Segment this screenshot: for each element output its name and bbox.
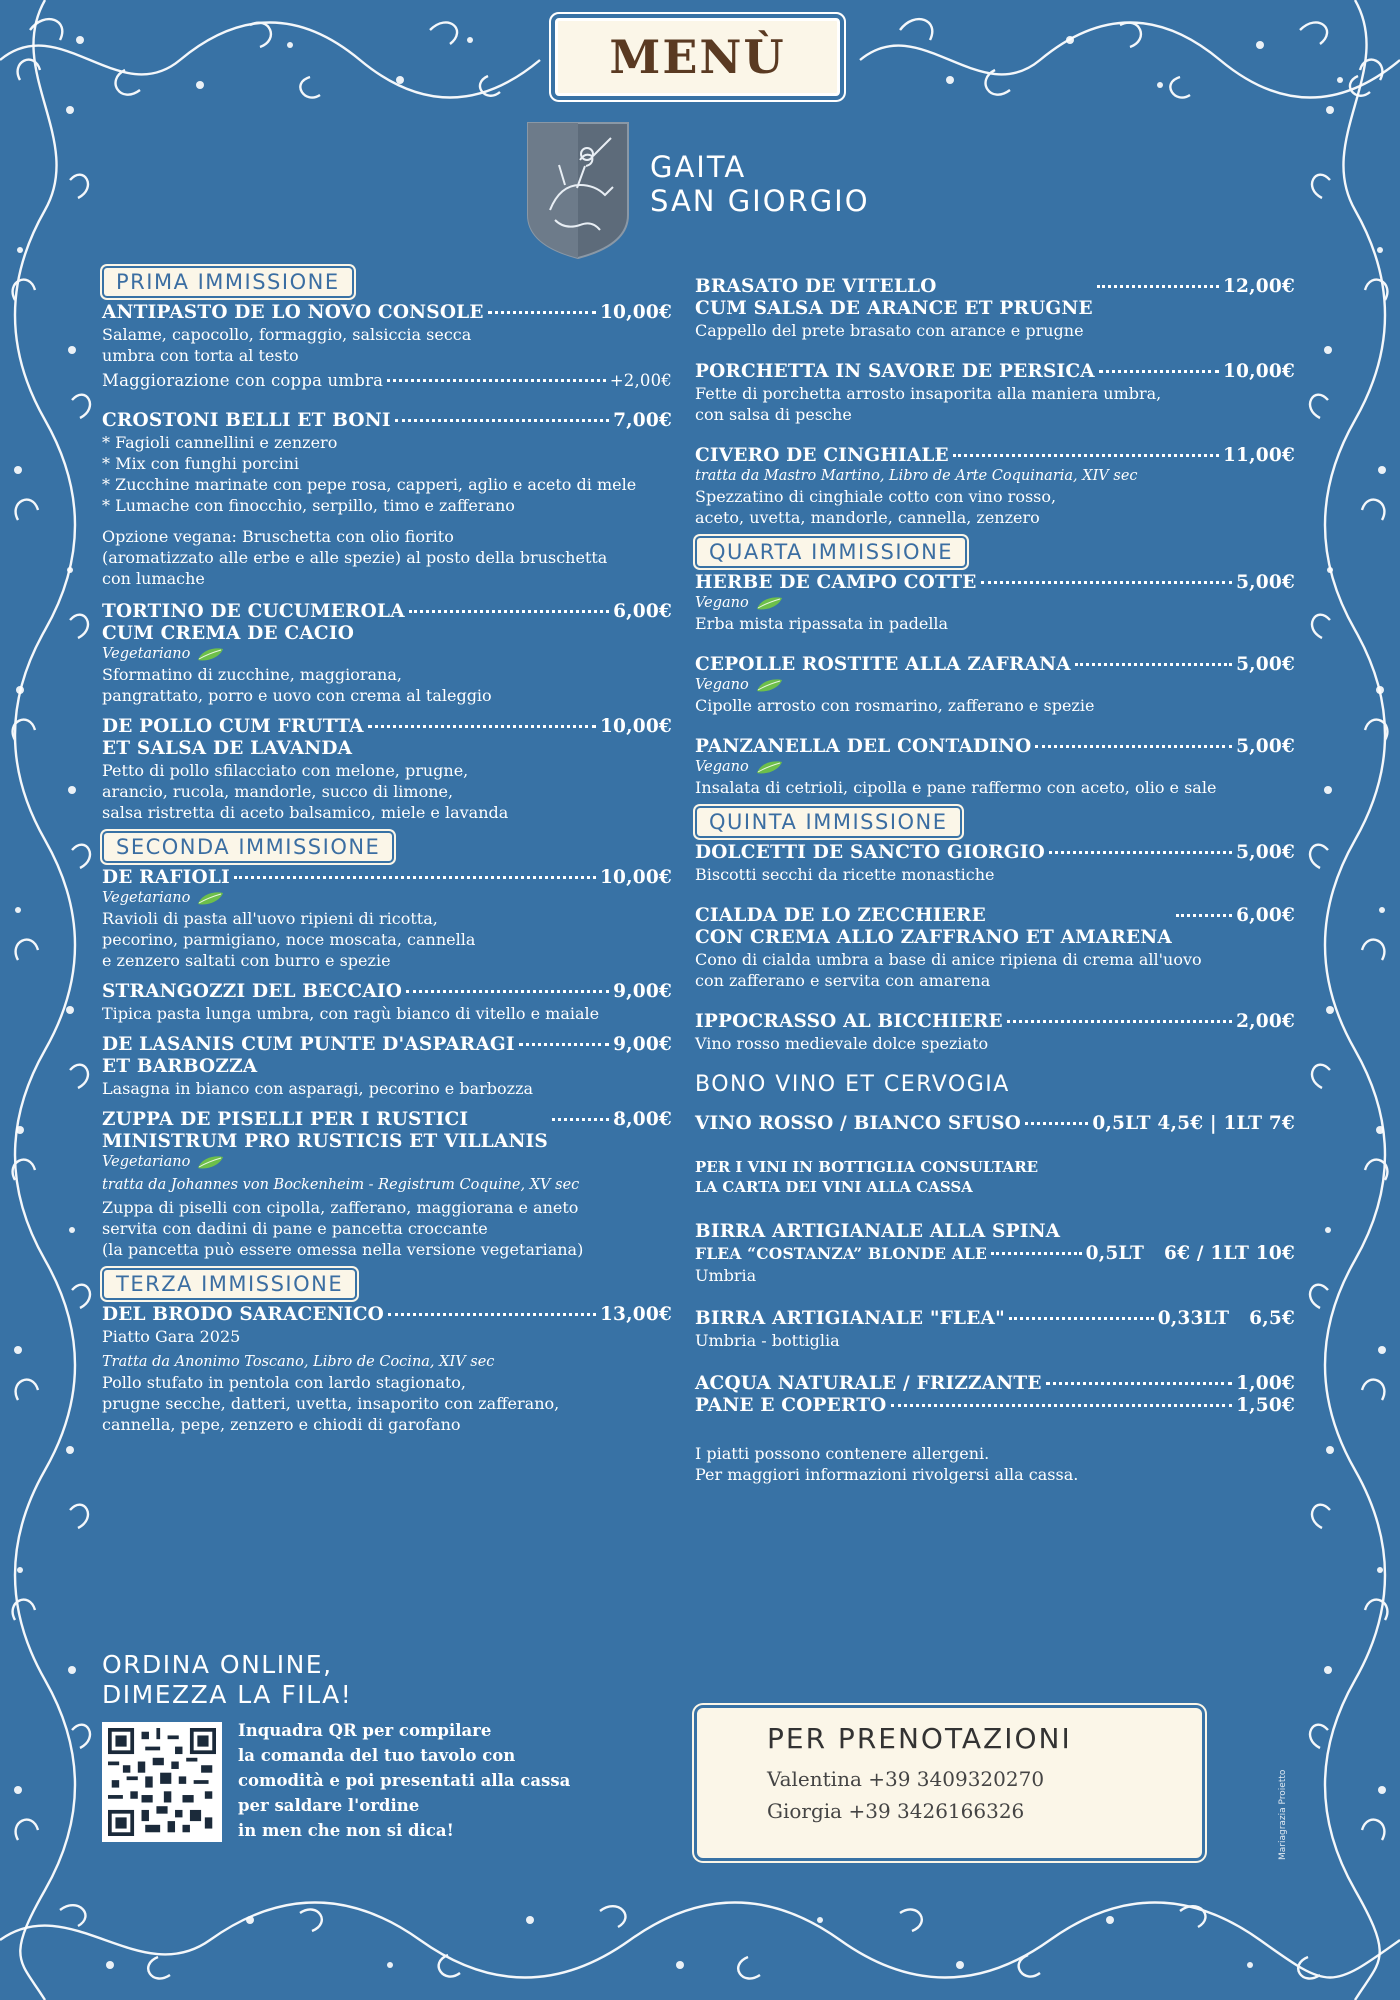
dot-leader xyxy=(1035,745,1232,748)
drink-item xyxy=(695,1221,1295,1286)
brand-name xyxy=(650,150,870,218)
menu-item xyxy=(695,736,1295,798)
item-title: ZUPPA DE PISELLI PER I RUSTICI MINISTRUM PRO RUSTICIS ET VILLANIS xyxy=(102,1109,548,1152)
item-price: 0,5LT 4,5€ | 1LT 7€ xyxy=(1092,1113,1295,1134)
dot-leader xyxy=(395,419,609,422)
leaf-icon xyxy=(196,891,224,906)
item-price: 6,00€ xyxy=(1236,905,1295,926)
item-title: CROSTONI BELLI ET BONI xyxy=(102,410,391,431)
dot-leader xyxy=(953,454,1219,457)
item-price: +2,00€ xyxy=(609,371,672,390)
dot-leader xyxy=(387,379,606,382)
item-title: CIALDA DE LO ZECCHIERE CON CREMA ALLO ZAFFRANO ET AMARENA xyxy=(695,905,1172,948)
menu-item xyxy=(102,1304,672,1435)
item-description: Biscotti secchi da ricette monastiche xyxy=(695,865,995,884)
item-description: Piatto Gara 2025 xyxy=(102,1327,241,1346)
item-title: PANZANELLA DEL CONTADINO xyxy=(695,736,1032,757)
menu-title: MENÙ xyxy=(609,30,786,84)
item-title: PORCHETTA IN SAVORE DE PERSICA xyxy=(695,361,1095,382)
item-price: 10,00€ xyxy=(599,302,672,323)
item-title: DEL BRODO SARACENICO xyxy=(102,1304,384,1325)
drink-group-title: BIRRA ARTIGIANALE ALLA SPINA xyxy=(695,1221,1061,1242)
item-title: BIRRA ARTIGIANALE "FLEA" xyxy=(695,1308,1005,1329)
dot-leader xyxy=(1007,1020,1232,1023)
diet-label: Vegetariano xyxy=(102,646,191,662)
designer-credit: Mariagrazia Proietto xyxy=(1278,1769,1288,1860)
item-price: 6,00€ xyxy=(613,601,672,622)
item-description: Fette di porchetta arrosto insaporita alla maniera umbra, con salsa di pesche xyxy=(695,384,1162,424)
booking-box xyxy=(697,1708,1202,1858)
item-title: STRANGOZZI DEL BECCAIO xyxy=(102,981,403,1002)
diet-label: Vegano xyxy=(695,595,749,611)
item-description: Salame, capocollo, formaggio, salsiccia secca umbra con torta al testo xyxy=(102,325,472,365)
brand-line-1: GAITA xyxy=(650,150,747,184)
booking-contact-giorgia: Giorgia +39 3426166326 xyxy=(767,1799,1025,1823)
dot-leader xyxy=(368,725,596,728)
dot-leader xyxy=(1025,1122,1088,1125)
dot-leader xyxy=(991,1252,1082,1255)
brand-line-2: SAN GIORGIO xyxy=(650,184,870,218)
section-label-prima: PRIMA IMMISSIONE xyxy=(104,268,352,296)
section-label-quarta: QUARTA IMMISSIONE xyxy=(697,538,965,566)
item-title: ACQUA NATURALE / FRIZZANTE xyxy=(695,1373,1042,1394)
dot-leader xyxy=(488,311,596,314)
item-title: DE POLLO CUM FRUTTA ET SALSA DE LAVANDA xyxy=(102,716,364,759)
item-price: 5,00€ xyxy=(1236,736,1295,757)
item-price: 10,00€ xyxy=(599,867,672,888)
item-price: 11,00€ xyxy=(1222,445,1295,466)
menu-item-extra xyxy=(102,370,672,392)
item-description: Zuppa di piselli con cipolla, zafferano, maggiorana e aneto servita con dadini di pane e pancetta croccante (la pancetta può essere omessa nella versione vegetariana) xyxy=(102,1198,584,1259)
item-description: Spezzatino di cinghiale cotto con vino rosso, aceto, uvetta, mandorle, cannella, zenzero xyxy=(695,487,1057,527)
bottle-wine-note: PER I VINI IN BOTTIGLIA CONSULTARE LA CARTA DEI VINI ALLA CASSA xyxy=(695,1158,1039,1196)
order-online-instructions: Inquadra QR per compilare la comanda del tuo tavolo con comodità e poi presentati alla cassa per saldare l'ordine in men che non si dica! xyxy=(238,1721,571,1840)
menu-item xyxy=(102,1034,672,1099)
item-title: FLEA “COSTANZA” BLONDE ALE xyxy=(695,1244,988,1263)
item-price: 12,00€ xyxy=(1222,276,1295,297)
item-description: * Fagioli cannellini e zenzero * Mix con funghi porcini * Zucchine marinate con pepe rosa, capperi, aglio e aceto di mele * Lumache con finocchio, serpillo, timo e zafferano xyxy=(102,433,637,515)
dot-leader xyxy=(1046,1382,1232,1385)
menu-item xyxy=(102,1109,672,1260)
drinks-heading: BONO VINO ET CERVOGIA xyxy=(695,1072,1010,1097)
qr-code-icon[interactable] xyxy=(102,1722,222,1842)
item-price: 9,00€ xyxy=(613,981,672,1002)
item-price: 5,00€ xyxy=(1236,842,1295,863)
menu-item xyxy=(695,654,1295,716)
diet-label: Vegano xyxy=(695,677,749,693)
leaf-icon xyxy=(755,760,783,775)
item-description: Erba mista ripassata in padella xyxy=(695,614,949,633)
dot-leader xyxy=(1176,914,1232,917)
item-title: DE LASANIS CUM PUNTE D'ASPARAGI ET BARBOZZA xyxy=(102,1034,515,1077)
recipe-source: tratta da Johannes von Bockenheim - Registrum Coquine, XV sec xyxy=(102,1177,580,1193)
diet-tag xyxy=(695,758,1295,777)
item-title: VINO ROSSO / BIANCO SFUSO xyxy=(695,1113,1021,1134)
item-title: TORTINO DE CUCUMEROLA CUM CREMA DE CACIO xyxy=(102,601,405,644)
dot-leader xyxy=(1009,1317,1154,1320)
diet-tag xyxy=(695,594,1295,613)
item-title: ANTIPASTO DE LO NOVO CONSOLE xyxy=(102,302,484,323)
item-title: Maggiorazione con coppa umbra xyxy=(102,371,384,390)
item-description: Cappello del prete brasato con arance e prugne xyxy=(695,321,1084,340)
diet-label: Vegetariano xyxy=(102,890,191,906)
diet-tag xyxy=(102,1153,672,1172)
item-price: 0,33LT 6,5€ xyxy=(1157,1308,1295,1329)
item-title: IPPOCRASSO AL BICCHIERE xyxy=(695,1011,1003,1032)
order-online-title: ORDINA ONLINE, DIMEZZA LA FILA! xyxy=(102,1650,353,1709)
item-title: CIVERO DE CINGHIALE xyxy=(695,445,949,466)
section-label-seconda: SECONDA IMMISSIONE xyxy=(104,833,392,861)
item-description: Vino rosso medievale dolce speziato xyxy=(695,1034,989,1053)
item-price: 9,00€ xyxy=(613,1034,672,1055)
dot-leader xyxy=(981,581,1233,584)
item-price: 5,00€ xyxy=(1236,572,1295,593)
diet-tag xyxy=(102,889,672,908)
menu-item xyxy=(695,842,1295,885)
drink-item xyxy=(695,1113,1295,1135)
ornament-left xyxy=(0,0,95,2000)
dot-leader xyxy=(409,610,609,613)
item-description: Petto di pollo sfilacciato con melone, prugne, arancio, rucola, mandorle, succo di limone, salsa ristretta di aceto balsamico, miele e lavanda xyxy=(102,761,509,822)
item-price: 8,00€ xyxy=(613,1109,672,1130)
leaf-icon xyxy=(196,1155,224,1170)
item-title: HERBE DE CAMPO COTTE xyxy=(695,572,977,593)
menu-item xyxy=(695,572,1295,634)
dot-leader xyxy=(1049,851,1232,854)
item-title: CEPOLLE ROSTITE ALLA ZAFRANA xyxy=(695,654,1071,675)
item-price: 10,00€ xyxy=(599,716,672,737)
menu-item xyxy=(695,361,1295,425)
item-description: Umbria xyxy=(695,1266,757,1285)
diet-tag xyxy=(102,645,672,664)
item-price: 10,00€ xyxy=(1222,361,1295,382)
leaf-icon xyxy=(755,678,783,693)
diet-label: Vegetariano xyxy=(102,1154,191,1170)
dot-leader xyxy=(891,1404,1233,1407)
item-description: Cipolle arrosto con rosmarino, zafferano e spezie xyxy=(695,696,1095,715)
menu-item xyxy=(102,601,672,706)
item-description: Sformatino di zucchine, maggiorana, pangrattato, porro e uovo con crema al taleggio xyxy=(102,665,492,705)
dot-leader xyxy=(519,1043,609,1046)
item-description: Cono di cialda umbra a base di anice ripiena di crema all'uovo con zafferano e servita con amarena xyxy=(695,950,1202,990)
item-price: 13,00€ xyxy=(599,1304,672,1325)
item-title: PANE E COPERTO xyxy=(695,1395,887,1416)
leaf-icon xyxy=(196,647,224,662)
drink-item xyxy=(695,1308,1295,1351)
item-price: 0,5LT 6€ / 1LT 10€ xyxy=(1085,1243,1295,1264)
menu-item xyxy=(695,1011,1295,1054)
ornament-bottom xyxy=(0,1885,1400,2000)
item-description: Ravioli di pasta all'uovo ripieni di ricotta, pecorino, parmigiano, noce moscata, cannella e zenzero saltati con burro e spezie xyxy=(102,909,476,970)
menu-item xyxy=(695,276,1295,341)
item-description: Umbria - bottiglia xyxy=(695,1331,840,1350)
vegan-option-note: Opzione vegana: Bruschetta con olio fiorito (aromatizzato alle erbe e alle spezie) al posto della bruschetta con lumache xyxy=(102,527,608,588)
drink-item xyxy=(695,1373,1295,1417)
san-giorgio-crest-icon xyxy=(525,120,631,260)
right-column xyxy=(695,276,1295,1497)
menu-item xyxy=(102,410,672,516)
allergen-note: I piatti possono contenere allergeni. Per maggiori informazioni rivolgersi alla cassa. xyxy=(695,1444,1079,1484)
menu-item xyxy=(102,981,672,1024)
menu-item xyxy=(102,716,672,823)
menu-title-banner xyxy=(555,18,840,96)
dot-leader xyxy=(1075,663,1232,666)
menu-item xyxy=(102,867,672,971)
item-price: 1,50€ xyxy=(1236,1395,1295,1416)
recipe-source: tratta da Mastro Martino, Libro de Arte Coquinaria, XIV sec xyxy=(695,468,1138,484)
ornament-right xyxy=(1305,0,1400,2000)
item-price: 2,00€ xyxy=(1236,1011,1295,1032)
item-price: 1,00€ xyxy=(1236,1373,1295,1394)
dot-leader xyxy=(1099,370,1219,373)
item-description: Insalata di cetrioli, cipolla e pane raffermo con aceto, olio e sale xyxy=(695,778,1217,797)
item-description: Lasagna in bianco con asparagi, pecorino e barbozza xyxy=(102,1079,534,1098)
item-price: 7,00€ xyxy=(613,410,672,431)
menu-item xyxy=(102,302,672,366)
dot-leader xyxy=(406,990,609,993)
menu-item xyxy=(695,905,1295,991)
dot-leader xyxy=(234,876,596,879)
dot-leader xyxy=(388,1313,596,1316)
dot-leader xyxy=(552,1118,609,1121)
diet-tag xyxy=(695,676,1295,695)
dot-leader xyxy=(1097,285,1219,288)
item-title: DOLCETTI DE SANCTO GIORGIO xyxy=(695,842,1045,863)
section-label-terza: TERZA IMMISSIONE xyxy=(104,1270,355,1298)
item-description: Tipica pasta lunga umbra, con ragù bianco di vitello e maiale xyxy=(102,1004,600,1023)
item-price: 5,00€ xyxy=(1236,654,1295,675)
left-column xyxy=(102,268,672,1445)
booking-title: PER PRENOTAZIONI xyxy=(767,1722,1072,1755)
section-label-quinta: QUINTA IMMISSIONE xyxy=(697,808,960,836)
recipe-source: Tratta da Anonimo Toscano, Libro de Cocina, XIV sec xyxy=(102,1354,495,1370)
menu-item xyxy=(695,445,1295,528)
item-title: DE RAFIOLI xyxy=(102,867,230,888)
leaf-icon xyxy=(755,596,783,611)
diet-label: Vegano xyxy=(695,759,749,775)
item-title: BRASATO DE VITELLO CUM SALSA DE ARANCE ET PRUGNE xyxy=(695,276,1093,319)
item-description-2: Pollo stufato in pentola con lardo stagionato, prugne secche, datteri, uvetta, insaporito con zafferano, cannella, pepe, zenzero e chiodi di garofano xyxy=(102,1373,560,1434)
booking-contact-valentina: Valentina +39 3409320270 xyxy=(767,1767,1045,1791)
